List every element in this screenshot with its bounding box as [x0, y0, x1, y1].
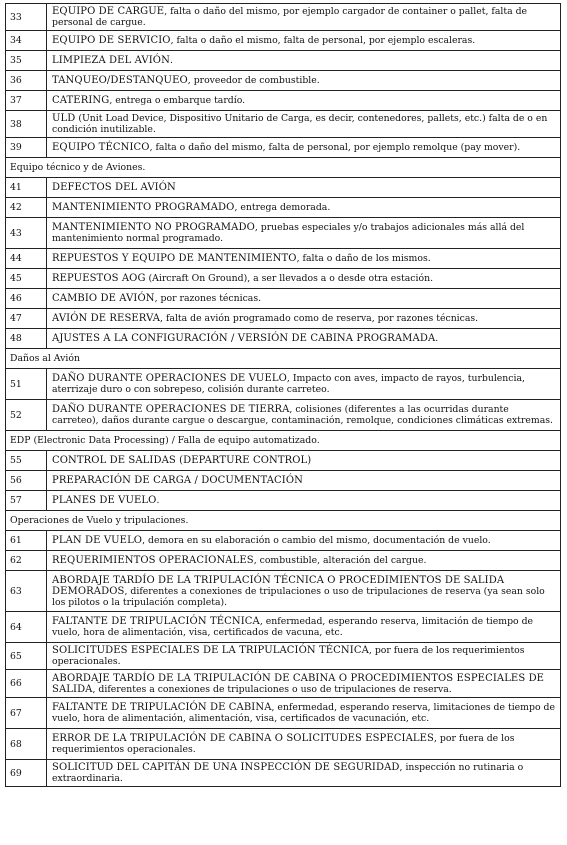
delay-title: FALTANTE DE TRIPULACIÓN DE CABINA: [52, 702, 272, 713]
delay-detail: , diferentes a conexiones de tripulaciones o uso de tripulaciones de reserva.: [92, 683, 452, 695]
delay-title: DAÑO DURANTE OPERACIONES DE TIERRA: [52, 404, 290, 415]
table-row: [6, 198, 561, 218]
delay-title: MANTENIMIENTO NO PROGRAMADO: [52, 222, 255, 233]
delay-description: [47, 198, 561, 218]
delay-code: 41: [6, 178, 47, 198]
delay-code: 33: [6, 4, 47, 31]
table-row: [6, 571, 561, 612]
delay-title: ERROR DE LA TRIPULACIÓN DE CABINA O SOLICITUDES ESPECIALES: [52, 733, 434, 744]
table-row: [6, 249, 561, 269]
delay-title: DEFECTOS DEL AVIÓN: [52, 182, 176, 193]
delay-description: [47, 31, 561, 51]
table-row: [6, 91, 561, 111]
delay-description: [47, 51, 561, 71]
delay-description: [47, 491, 561, 511]
delay-detail: , por fuera de los requerimientos operacionales.: [52, 733, 515, 755]
table-row: [6, 760, 561, 787]
delay-code: 34: [6, 31, 47, 51]
delay-title: ULD: [52, 113, 76, 124]
table-row: [6, 451, 561, 471]
table-row: [6, 138, 561, 158]
delay-title: REPUESTOS AOG: [52, 273, 146, 284]
delay-detail: .: [156, 495, 160, 506]
delay-code: 35: [6, 51, 47, 71]
delay-title: REQUERIMIENTOS OPERACIONALES: [52, 555, 254, 566]
delay-detail: , Impacto con aves, impacto de rayos, turbulencia, aterrizaje duro o con sobrepeso, colisión durante carreteo.: [52, 373, 525, 395]
delay-title: LIMPIEZA DEL AVIÓN: [52, 55, 170, 66]
delay-code: 63: [6, 571, 47, 612]
delay-code: 66: [6, 670, 47, 698]
delay-description: [47, 531, 561, 551]
delay-code: 52: [6, 400, 47, 431]
delay-title: TANQUEO/DESTANQUEO: [52, 75, 188, 86]
delay-detail: , pruebas especiales y/o trabajos adicionales más allá del mantenimiento normal programado.: [52, 222, 525, 244]
table-row: [6, 369, 561, 400]
delay-description: [47, 571, 561, 612]
table-row: [6, 729, 561, 760]
delay-description: [47, 71, 561, 91]
delay-codes-table: [5, 3, 561, 787]
table-row: [6, 531, 561, 551]
delay-title: MANTENIMIENTO PROGRAMADO: [52, 202, 235, 213]
delay-title: ABORDAJE TARDÍO DE LA TRIPULACIÓN DE CABINA O PROCEDIMIENTOS ESPECIALES DE SALIDA: [52, 672, 545, 695]
delay-description: [47, 451, 561, 471]
delay-detail: , falta de avión programado como de reserva, por razones técnicas.: [160, 313, 479, 324]
section-row: [6, 431, 561, 451]
table-row: [6, 491, 561, 511]
delay-description: [47, 760, 561, 787]
delay-detail: , entrega o embarque tardío.: [109, 95, 246, 106]
delay-description: [47, 309, 561, 329]
delay-code: 38: [6, 111, 47, 138]
delay-title: PLAN DE VUELO: [52, 535, 143, 546]
delay-code: 62: [6, 551, 47, 571]
delay-description: [47, 218, 561, 249]
delay-description: [47, 111, 561, 138]
delay-title: CONTROL DE SALIDAS (DEPARTURE CONTROL): [52, 455, 312, 466]
delay-code: 57: [6, 491, 47, 511]
delay-code: 65: [6, 643, 47, 670]
delay-description: [47, 4, 561, 31]
delay-detail: .: [435, 333, 439, 344]
delay-code: 55: [6, 451, 47, 471]
delay-detail: , falta o daño de los mismos.: [296, 253, 431, 264]
delay-title: REPUESTOS Y EQUIPO DE MANTENIMIENTO: [52, 253, 297, 264]
delay-code: 37: [6, 91, 47, 111]
delay-description: [47, 178, 561, 198]
table-row: [6, 643, 561, 670]
delay-description: [47, 643, 561, 670]
delay-title: PREPARACIÓN DE CARGA / DOCUMENTACIÓN: [52, 475, 303, 486]
table-row: [6, 178, 561, 198]
delay-detail: , proveedor de combustible.: [187, 75, 320, 86]
table-row: [6, 612, 561, 643]
delay-detail: , falta o daño del mismo, falta de personal, por ejemplo remolque (pay mover).: [149, 142, 521, 153]
delay-code: 51: [6, 369, 47, 400]
delay-description: [47, 289, 561, 309]
table-row: [6, 400, 561, 431]
delay-code: 61: [6, 531, 47, 551]
delay-code: 64: [6, 612, 47, 643]
table-row: [6, 551, 561, 571]
delay-description: [47, 551, 561, 571]
delay-description: [47, 369, 561, 400]
delay-description: [47, 329, 561, 349]
table-row: [6, 670, 561, 698]
delay-detail: , falta o daño del mismo, por ejemplo cargador de container o pallet, falta de personal de cargue.: [52, 6, 528, 28]
section-row: [6, 511, 561, 531]
delay-title: AVIÓN DE RESERVA: [52, 313, 161, 324]
delay-detail: , diferentes a conexiones de tripulaciones o uso de tripulaciones de reserva (ya sean solo los pilotos o la tripulación completa).: [52, 585, 545, 608]
delay-detail: (Unit Load Device, Dispositivo Unitario de Carga, es decir, contenedores, pallets, etc.) falta de o en condición inutilizable.: [52, 113, 548, 135]
delay-detail: , demora en su elaboración o cambio del mismo, documentación de vuelo.: [142, 535, 491, 546]
table-row: [6, 289, 561, 309]
delay-code: 56: [6, 471, 47, 491]
table-row: [6, 218, 561, 249]
delay-description: [47, 729, 561, 760]
delay-description: [47, 269, 561, 289]
delay-detail: .: [169, 55, 173, 66]
table-row: [6, 4, 561, 31]
delay-code: 48: [6, 329, 47, 349]
delay-description: [47, 471, 561, 491]
delay-code: 39: [6, 138, 47, 158]
section-heading: Operaciones de Vuelo y tripulaciones.: [6, 511, 561, 531]
table-row: [6, 51, 561, 71]
table-row: [6, 309, 561, 329]
delay-code: 44: [6, 249, 47, 269]
delay-description: [47, 612, 561, 643]
delay-detail: , enfermedad, esperando reserva, limitación de tiempo de vuelo, hora de alimentación, visa, certificados de vacuna, etc.: [52, 616, 534, 638]
table-row: [6, 471, 561, 491]
delay-detail: (Aircraft On Ground), a ser llevados a o desde otra estación.: [145, 273, 434, 284]
table-row: [6, 111, 561, 138]
delay-detail: , por razones técnicas.: [154, 293, 262, 304]
delay-detail: , enfermedad, esperando reserva, limitaciones de tiempo de vuelo, hora de alimentación, alimentación, visa, certificados de vacunación, etc.: [52, 702, 555, 724]
delay-detail: , inspección no rutinaria o extraordinaria.: [52, 762, 524, 784]
delay-description: [47, 400, 561, 431]
section-heading: Equipo técnico y de Aviones.: [6, 158, 561, 178]
delay-code: 46: [6, 289, 47, 309]
table-row: [6, 71, 561, 91]
delay-description: [47, 138, 561, 158]
delay-detail: , entrega demorada.: [234, 202, 331, 213]
table-row: [6, 31, 561, 51]
delay-title: FALTANTE DE TRIPULACIÓN TÉCNICA: [52, 616, 260, 627]
table-row: [6, 698, 561, 729]
section-heading: EDP (Electronic Data Processing) / Falla de equipo automatizado.: [6, 431, 561, 451]
delay-detail: , por fuera de los requerimientos operacionales.: [52, 645, 525, 667]
delay-detail: , falta o daño el mismo, falta de personal, por ejemplo escaleras.: [170, 35, 476, 46]
delay-description: [47, 698, 561, 729]
delay-codes-table-body: [6, 4, 561, 787]
delay-title: EQUIPO DE CARGUE: [52, 6, 165, 17]
delay-title: PLANES DE VUELO: [52, 495, 157, 506]
delay-detail: , combustible, alteración del cargue.: [253, 555, 427, 566]
delay-description: [47, 249, 561, 269]
delay-title: SOLICITUDES ESPECIALES DE LA TRIPULACIÓN TÉCNICA: [52, 645, 369, 656]
section-row: [6, 349, 561, 369]
delay-title: SOLICITUD DEL CAPITÁN DE UNA INSPECCIÓN DE SEGURIDAD: [52, 762, 400, 773]
delay-title: CAMBIO DE AVIÓN: [52, 293, 155, 304]
delay-description: [47, 91, 561, 111]
delay-code: 47: [6, 309, 47, 329]
delay-code: 36: [6, 71, 47, 91]
delay-code: 45: [6, 269, 47, 289]
delay-title: EQUIPO DE SERVICIO: [52, 35, 171, 46]
delay-code: 43: [6, 218, 47, 249]
section-row: [6, 158, 561, 178]
delay-description: [47, 670, 561, 698]
delay-detail: , colisiones (diferentes a las ocurridas durante carreteo), daños durante cargue o descargue, contaminación, remolque, condiciones climáticas extremas.: [52, 404, 554, 426]
delay-code: 69: [6, 760, 47, 787]
delay-code: 67: [6, 698, 47, 729]
table-row: [6, 329, 561, 349]
delay-title: CATERING: [52, 95, 110, 106]
delay-title: DAÑO DURANTE OPERACIONES DE VUELO: [52, 373, 287, 384]
delay-code: 42: [6, 198, 47, 218]
delay-title: ABORDAJE TARDÍO DE LA TRIPULACIÓN TÉCNICA O PROCEDIMIENTOS DE SALIDA DEMORADOS: [52, 574, 505, 597]
delay-code: 68: [6, 729, 47, 760]
delay-title: EQUIPO TÉCNICO: [52, 142, 150, 153]
section-heading: Daños al Avión: [6, 349, 561, 369]
delay-title: AJUSTES A LA CONFIGURACIÓN / VERSIÓN DE CABINA PROGRAMADA: [52, 333, 436, 344]
table-row: [6, 269, 561, 289]
